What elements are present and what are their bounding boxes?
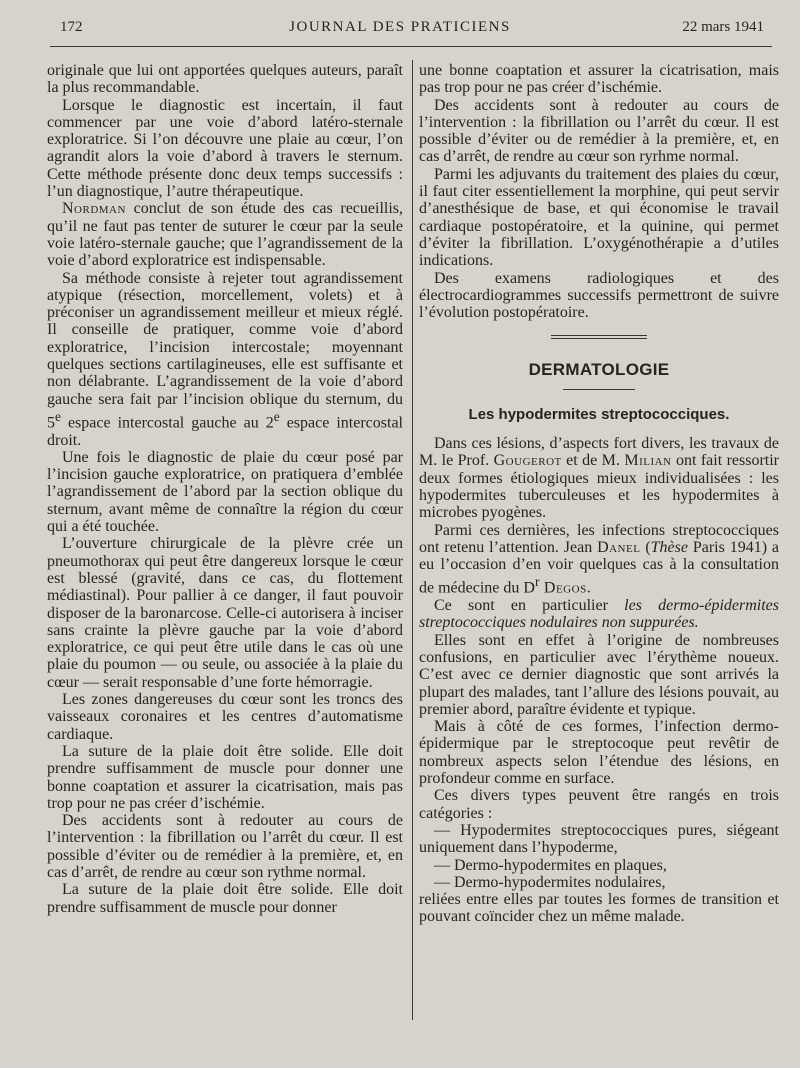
paragraph: La suture de la plaie doit être solide. Elle doit prendre suffisamment de muscle pour donner une bonne coaptation et assurer la cicatrisation, mais pas trop pour ne pas créer d’ischémie. [47,742,403,812]
author-name: Nordman [62,200,126,218]
paragraph [47,270,403,449]
paragraph-text: ont fait ressortir deux formes étiologiques mieux individualisées : les hypodermites tuberculeuses et les hypodermites à microbes pyogènes. [419,452,780,522]
paragraph-text: Ce sont en particulier [434,597,625,615]
paragraph [419,435,779,521]
paragraph-text: Parmi ces dernières, les infections streptococciques ont retenu l’attention. Jean [419,521,779,556]
paragraph: Des examens radiologiques et des électrocardiogrammes successifs permettront de suivre l’évolution postopératoire. [419,269,779,322]
paragraph [419,522,779,598]
author-name: Degos [539,579,587,597]
superscript: e [55,408,61,424]
journal-title: JOURNAL DES PRATICIENS [289,19,511,35]
section-rule [563,389,635,390]
paragraph-text: Sa méthode consiste à rejeter tout agrandissement atypique (résection, morcellement, volets) et à préconiser un agrandissement meilleur et mieux réglé. Il conseille de pratiquer, comme voie d’abord exploratrice, l’incision intercostale; moyennant quelques sections cartilagineuses, elle est suffisante et non délabrante. L’agrandissement de la voie d’abord gauche sera fait par l’incision oblique du sternum, du 5 [47,269,403,432]
paragraph [419,597,779,632]
paragraph: La suture de la plaie doit être solide. Elle doit prendre suffisamment de muscle pour donner [47,881,403,916]
section-separator [551,335,647,339]
article-title: Les hypodermites streptococciques. [468,405,730,423]
paragraph-text: espace intercostal droit. [47,414,403,449]
superscript: e [273,408,280,424]
paragraph: Parmi les adjuvants du traitement des plaies du cœur, il faut citer essentiellement la morphine, qui peut servir d’anesthésique de base, et qui économise le travail cardiaque postopératoire, et la quinine, qui permet d’éviter la fibrillation. L’oxygénothérapie a d’utiles indications. [419,165,779,270]
page-header [0,0,800,48]
superscript: r [534,574,540,590]
left-column [47,62,403,916]
page-number: 172 [60,19,83,35]
section-title: DERMATOLOGIE [528,360,670,380]
paragraph: Une fois le diagnostic de plaie du cœur posé par l’incision gauche exploratrice, on pratiquera d’emblée l’agrandissement de l’abord par la section oblique du sternum, avant même de connaître la région du cœur qui a été touchée. [47,448,403,536]
issue-date: 22 mars 1941 [682,19,764,35]
paragraph [47,200,403,269]
author-name: Gougerot [493,452,562,470]
paragraph-text: Dans ces lésions, d’aspects fort divers, les travaux de M. le Prof. [419,435,779,470]
right-column [419,62,779,926]
paragraph-text: . [586,579,591,597]
paragraph: Lorsque le diagnostic est incertain, il faut commencer par une voie d’abord latéro-sternale exploratrice. Si l’on découvre une plaie au cœur, l’on agrandit alors la voie d’abord à travers le sternum. Cette méthode présente donc deux temps successifs : l’un diagnostique, l’autre thérapeutique. [47,96,403,201]
paragraph-text: conclut de son étude des cas recueillis, qu’il ne faut pas tenter de suturer le cœur par la seule voie latéro-sternale gauche; que l’agrandissement de la voie d’abord exploratrice est indispensable. [47,200,403,270]
paragraph: originale que lui ont apportées quelques auteurs, paraît la plus recommandable. [47,62,403,97]
paragraph-text: ( [640,538,651,556]
author-name: Danel [597,538,641,556]
list-item: — Hypodermites streptococciques pures, siégeant uniquement dans l’hypoderme, [419,821,779,857]
italic-phrase: les dermo-épidermites streptococciques nodulaires non suppurées. [419,597,779,632]
paragraph-text: Paris 1941) a eu l’occasion d’en voir quelques cas à la consultation de médecine du D [419,538,780,597]
header-rule [50,46,772,47]
paragraph: Des accidents sont à redouter au cours de l’intervention : la fibrillation ou l’arrêt du cœur. Il est possible d’éviter ou de remédier à la première, et, en cas d’arrêt, de rendre au cœur son ryrhme normal. [419,96,779,166]
column-divider [412,60,413,1020]
paragraph: L’ouverture chirurgicale de la plèvre crée un pneumothorax qui peut être dangereux lorsque le cœur est blessé (gravité, dans ce cas, du flottement médiastinal). Pour pallier à ce danger, il faut pouvoir disposer de la baronarcose. Celle-ci autorisera à inciser sans crainte la plèvre gauche par la voie d’abord exploratrice, ce qui peut être utile dans le cas où une plaie du poumon — ou seule, ou associée à la plaie du cœur — serait responsable d’une forte hémorragie. [47,535,403,691]
paragraph-text: et de M. [561,452,625,470]
paragraph: Mais à côté de ces formes, l’infection dermo-épidermique par le streptocoque peut revêtir de nombreux aspects selon l’étendue des lésions, en profondeur comme en surface. [419,718,779,788]
paragraph: reliées entre elles par toutes les formes de transition et pouvant coïncider chez un même malade. [419,891,779,926]
paragraph: une bonne coaptation et assurer la cicatrisation, mais pas trop pour ne pas créer d’ischémie. [419,62,779,97]
thesis-word: Thèse [650,538,688,556]
paragraph: Ces divers types peuvent être rangés en trois catégories : [419,787,779,822]
list-item: — Dermo-hypodermites nodulaires, [434,873,666,891]
author-name: Milian [624,452,672,470]
paragraph: Les zones dangereuses du cœur sont les troncs des vaisseaux coronaires et les centres d’automatisme cardiaque. [47,691,403,743]
list-item: — Dermo-hypodermites en plaques, [434,856,667,874]
paragraph: Elles sont en effet à l’origine de nombreuses confusions, en particulier avec l’érythème noueux. C’est avec ce dernier diagnostic que sont arrivés la plupart des malades, tant l’allure des lésions pouvait, au premier abord, paraître évidente et typique. [419,631,779,718]
paragraph: Des accidents sont à redouter au cours de l’intervention : la fibrillation ou l’arrêt du cœur. Il est possible d’éviter ou de remédier à la première, et, en cas d’arrêt, de rendre au cœur son rythme normal. [47,812,403,881]
paragraph-text: espace intercostal gauche au 2 [60,414,274,432]
